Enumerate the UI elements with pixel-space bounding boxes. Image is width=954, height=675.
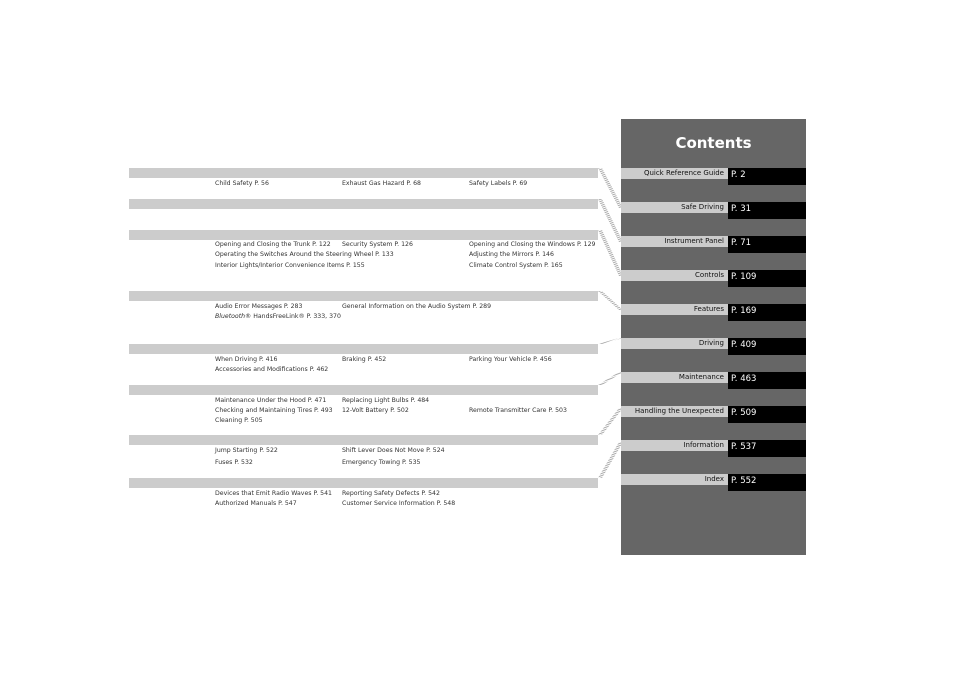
nav-label: Index [621, 474, 728, 485]
nav-label: Controls [621, 270, 728, 281]
nav-item-driving[interactable] [621, 338, 806, 355]
nav-page: P. 552 [728, 474, 806, 491]
nav-label: Maintenance [621, 372, 728, 383]
toc-link-jump-starting[interactable]: Jump Starting P. 522 [215, 447, 278, 454]
connector-4 [598, 291, 623, 310]
nav-label: Driving [621, 338, 728, 349]
toc-link-trunk[interactable]: Opening and Closing the Trunk P. 122 [215, 241, 331, 248]
nav-item-maintenance[interactable] [621, 372, 806, 389]
section-bar-controls [129, 230, 598, 240]
toc-link-parking[interactable]: Parking Your Vehicle P. 456 [469, 356, 552, 363]
toc-link-customer-service[interactable]: Customer Service Information P. 548 [342, 500, 456, 507]
section-bar-handling-unexpected [129, 435, 598, 445]
nav-label: Handling the Unexpected [621, 406, 728, 417]
nav-item-quick-reference[interactable] [621, 168, 806, 185]
nav-page: P. 169 [728, 304, 806, 321]
toc-link-under-hood[interactable]: Maintenance Under the Hood P. 471 [215, 397, 327, 404]
toc-link-shift-lever[interactable]: Shift Lever Does Not Move P. 524 [342, 447, 445, 454]
nav-item-safe-driving[interactable] [621, 202, 806, 219]
section-bar-instrument-panel [129, 199, 598, 209]
nav-label: Information [621, 440, 728, 451]
toc-link-exhaust-gas-hazard[interactable]: Exhaust Gas Hazard P. 68 [342, 180, 421, 187]
nav-label: Safe Driving [621, 202, 728, 213]
nav-label: Features [621, 304, 728, 315]
toc-link-emergency-towing[interactable]: Emergency Towing P. 535 [342, 459, 421, 466]
toc-link-radio-waves[interactable]: Devices that Emit Radio Waves P. 541 [215, 490, 332, 497]
section-bar-safe-driving [129, 168, 598, 178]
nav-page: P. 409 [728, 338, 806, 355]
section-bar-maintenance [129, 385, 598, 395]
toc-link-interior-lights[interactable]: Interior Lights/Interior Convenience Items P. 155 [215, 262, 365, 269]
toc-link-tires[interactable]: Checking and Maintaining Tires P. 493 [215, 407, 333, 414]
nav-page: P. 31 [728, 202, 806, 219]
toc-link-accessories[interactable]: Accessories and Modifications P. 462 [215, 366, 329, 373]
nav-item-instrument-panel[interactable] [621, 236, 806, 253]
toc-link-battery[interactable]: 12-Volt Battery P. 502 [342, 407, 409, 414]
nav-label: Instrument Panel [621, 236, 728, 247]
section-bar-features [129, 291, 598, 301]
toc-link-steering-switches[interactable]: Operating the Switches Around the Steering Wheel P. 133 [215, 251, 394, 258]
section-bar-driving [129, 344, 598, 354]
toc-link-audio-error[interactable]: Audio Error Messages P. 283 [215, 303, 303, 310]
toc-link-authorized-manuals[interactable]: Authorized Manuals P. 547 [215, 500, 297, 507]
nav-item-index[interactable] [621, 474, 806, 491]
nav-page: P. 463 [728, 372, 806, 389]
connector-hatching [596, 160, 624, 500]
nav-label: Quick Reference Guide [621, 168, 728, 179]
nav-item-features[interactable] [621, 304, 806, 321]
connector-8 [598, 442, 623, 478]
nav-item-information[interactable] [621, 440, 806, 457]
toc-link-climate-control[interactable]: Climate Control System P. 165 [469, 262, 563, 269]
nav-page: P. 537 [728, 440, 806, 457]
nav-page: P. 71 [728, 236, 806, 253]
toc-link-fuses[interactable]: Fuses P. 532 [215, 459, 253, 466]
toc-link-safety-labels[interactable]: Safety Labels P. 69 [469, 180, 528, 187]
handsfreelink-text: ® HandsFreeLink® P. 333, 370 [245, 313, 341, 320]
nav-item-controls[interactable] [621, 270, 806, 287]
nav-page: P. 2 [728, 168, 806, 185]
section-bar-information [129, 478, 598, 488]
toc-link-mirrors[interactable]: Adjusting the Mirrors P. 146 [469, 251, 554, 258]
toc-link-remote-transmitter[interactable]: Remote Transmitter Care P. 503 [469, 407, 567, 414]
toc-link-safety-defects[interactable]: Reporting Safety Defects P. 542 [342, 490, 440, 497]
bluetooth-brand-text: Bluetooth [215, 313, 246, 320]
toc-link-security-system[interactable]: Security System P. 126 [342, 241, 413, 248]
nav-page: P. 109 [728, 270, 806, 287]
toc-link-braking[interactable]: Braking P. 452 [342, 356, 387, 363]
connector-7 [598, 408, 623, 435]
connector-5 [598, 338, 623, 344]
toc-link-child-safety[interactable]: Child Safety P. 56 [215, 180, 269, 187]
toc-link-when-driving[interactable]: When Driving P. 416 [215, 356, 278, 363]
contents-title: Contents [675, 134, 752, 152]
nav-page: P. 509 [728, 406, 806, 423]
toc-link-light-bulbs[interactable]: Replacing Light Bulbs P. 484 [342, 397, 430, 404]
toc-link-windows[interactable]: Opening and Closing the Windows P. 129 [469, 241, 596, 248]
connector-6 [598, 372, 623, 385]
toc-link-cleaning[interactable]: Cleaning P. 505 [215, 417, 263, 424]
toc-link-handsfreelink[interactable] [215, 313, 341, 321]
nav-item-handling-unexpected[interactable] [621, 406, 806, 423]
toc-link-audio-general[interactable]: General Information on the Audio System P. 289 [342, 303, 492, 310]
